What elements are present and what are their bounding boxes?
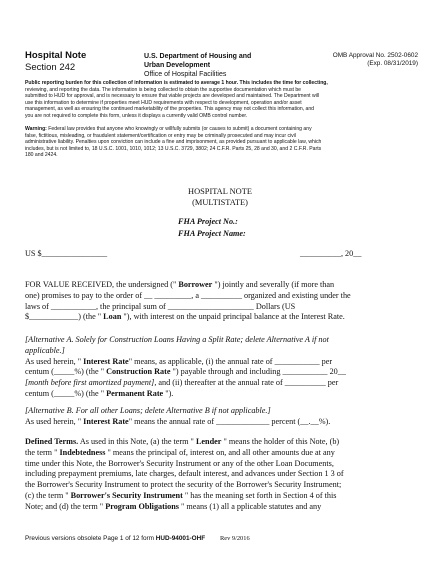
defined-term: Interest Rate <box>83 356 129 366</box>
paragraph-text: the Borrower's Security Instrument to protect the security of the Borrower's Security Instrument; <box>25 480 342 490</box>
defined-term: Program Obligations <box>105 501 179 511</box>
paragraph-text: " means the annual rate of _____________ percent (__.__%). <box>128 416 331 426</box>
text-line <box>25 106 328 113</box>
defined-term: Borrower's Security Instrument <box>70 490 183 500</box>
footer-form-number: HUD-94001-OHF <box>155 535 206 542</box>
text-line <box>25 133 321 140</box>
omb-expiration: (Exp. 08/31/2019) <box>367 60 418 67</box>
text-line <box>25 139 321 146</box>
agency-line-2: Urban Development <box>144 62 211 69</box>
defined-term: Loan <box>103 312 122 322</box>
text-line <box>25 93 328 100</box>
text-line <box>25 152 321 159</box>
paragraph-text: including prepayment premiums, late charges, default interest, and advances under Section 1 3 of <box>25 469 344 479</box>
paragraph-text: " means, as applicable, (i) the annual rate of ___________ per <box>128 356 333 366</box>
paragraph-line <box>25 357 346 368</box>
paragraph-line <box>25 280 351 291</box>
defined-term: Permanent Rate <box>106 388 164 398</box>
paragraph-text: " has the meaning set forth in Section 4 of this <box>182 490 337 500</box>
paragraph-text: centum (_____%) (the " <box>25 367 107 377</box>
paragraph-text: "), with interest on the unpaid principal balance at the Interest Rate. <box>121 312 345 322</box>
paragraph-text: As used in this Note, (a) the term " <box>78 437 196 446</box>
text-line-content: use this information to determine if properties meet HUD requirements with respect to development, operation and/or asset <box>25 99 302 106</box>
paragraph-line <box>25 417 330 428</box>
date-line: __________, 20__ <box>300 249 362 258</box>
paragraph-text: , and (ii) thereafter at the annual rate of __________ per <box>154 378 339 388</box>
text-line-content: Public reporting burden for this collection of information is estimated to average 1 hour. This includes the time for collecting, <box>25 80 328 86</box>
burden-statement <box>25 80 328 120</box>
paragraph-text: centum (_____%) (the " <box>25 388 107 398</box>
note-title <box>0 186 440 208</box>
form-title: Hospital Note <box>25 50 87 61</box>
text-line <box>25 126 321 133</box>
footer-of: of <box>123 535 133 542</box>
paragraph-line <box>25 502 344 513</box>
text-line-content: 180 and 2424. <box>25 152 58 159</box>
text-line-content: reviewing, and reporting the data. The information is being collected to obtain the supportive documentation which must be <box>25 86 301 93</box>
page-footer <box>25 535 205 542</box>
text-line <box>25 80 328 87</box>
italic-instruction: [Alternative B. For all other Loans; delete Alternative B if not applicable.] <box>25 406 271 415</box>
defined-term: Interest Rate <box>83 416 129 426</box>
fha-project-name-label: FHA Project Name: <box>178 229 246 238</box>
paragraph-line <box>25 346 346 357</box>
paragraph-line <box>25 459 344 470</box>
italic-instruction: applicable.] <box>25 345 65 355</box>
form-section: Section 242 <box>25 62 76 73</box>
paragraph-text: one) promises to pay to the order of __ _________, a __________ organized and existing under the <box>25 290 351 300</box>
warning-statement <box>25 126 321 159</box>
paragraph-text: As used herein, " <box>25 356 84 366</box>
paragraph-text: laws of ___________, the principal sum of _____________________ Dollars (US <box>25 301 296 311</box>
warning-label: Warning: <box>25 126 47 132</box>
paragraph-line <box>25 312 351 323</box>
text-line <box>25 113 328 120</box>
paragraph-text: ") payable through and including ___________ 20__ <box>170 367 346 377</box>
paragraph-text: (c) the term " <box>25 490 71 500</box>
paragraph-line <box>25 302 351 313</box>
text-line-content: false, fictitious, misleading, or fraudulent statement/certification or entry may be criminally prosecuted and may incur civil <box>25 132 296 139</box>
paragraph-line <box>25 291 351 302</box>
paragraph-text: Note; and (d) the term " <box>25 501 106 511</box>
paragraph-line <box>25 335 346 346</box>
italic-instruction: [month before first amortized payment] <box>25 378 155 388</box>
paragraph-line <box>25 469 344 480</box>
text-line-content: administrative liability. Penalties upon conviction can include a fine and imprisonment, as provided pursuant to applicable law, which <box>25 139 322 146</box>
footer-revision: Rev 9/2016 <box>220 535 250 542</box>
paragraph-line <box>25 491 344 502</box>
paragraph-line <box>25 389 346 400</box>
fha-project-no-label: FHA Project No.: <box>178 217 238 226</box>
paragraph-text: " means (1) all a pplicable statutes and any <box>178 501 322 511</box>
text-line-content: includes, but is not limited to, 18 U.S.C. 1001, 1010, 1012; 13 U.S.C. 3729, 3802; 24 C.F.R. Parts 25, 28 and 30, and 2 C.F.R. Parts <box>25 145 322 152</box>
text-line <box>25 87 328 94</box>
alternative-b-block <box>25 406 330 428</box>
defined-term: Defined Terms. <box>25 437 79 446</box>
defined-term: Indebtedness <box>59 447 106 457</box>
omb-approval: OMB Approval No. 2502-0602 <box>332 52 418 59</box>
paragraph-text: "). <box>163 388 174 398</box>
text-line-content: submitted to HUD for approval, and is necessary to ensure that viable projects are developed and maintained. The Department will <box>25 93 320 100</box>
footer-previous-versions: Previous versions obsolete Page <box>25 535 120 542</box>
paragraph-line <box>25 406 330 417</box>
paragraph-line <box>25 480 344 491</box>
defined-term: Borrower <box>178 280 213 289</box>
text-line-content: Federal law provides that anyone who knowingly or willfully submits (or causes to submit) a document containing any <box>46 126 312 132</box>
paragraph-text: time under this Note, the Borrower's Security Instrument or any of the other Loan Documents, <box>25 458 334 468</box>
paragraph-line <box>25 437 344 448</box>
paragraph-text: FOR VALUE RECEIVED, the undersigned (" <box>25 280 179 289</box>
loan-amount-line: US $________________ <box>25 249 108 258</box>
text-line <box>25 100 328 107</box>
office-name: Office of Hospital Facilities <box>144 71 227 78</box>
agency-name <box>144 52 251 70</box>
paragraph-text: $____________) (the " <box>25 312 104 322</box>
body-paragraph-value-received <box>25 280 351 323</box>
note-title-line: HOSPITAL NOTE <box>188 187 252 196</box>
footer-page-total: 12 <box>132 535 140 542</box>
paragraph-line <box>25 378 346 389</box>
text-line-content: you are not required to complete this form, unless it displays a currently valid OMB control number. <box>25 112 248 119</box>
italic-instruction: [Alternative A. Solely for Construction Loans Having a Split Rate; delete Alternative A if not <box>25 335 329 344</box>
footer-form-label: form <box>139 535 156 542</box>
defined-terms-paragraph <box>25 437 344 513</box>
paragraph-text: ") jointly and severally (if more than <box>212 280 335 289</box>
paragraph-text: the term " <box>25 447 60 457</box>
footer-page-number: 1 <box>119 535 124 542</box>
paragraph-line <box>25 367 346 378</box>
text-line-content: management, as well as ensuring the continued marketability of the properties. This agency may not collect this information, and <box>25 106 314 113</box>
paragraph-text: As used herein, " <box>25 416 84 426</box>
paragraph-line <box>25 448 344 459</box>
paragraph-text: " means the principal of, interest on, and all other amounts due at any <box>105 447 335 457</box>
text-line <box>25 146 321 153</box>
note-subtitle-line: (MULTISTATE) <box>192 198 248 207</box>
defined-term: Lender <box>195 437 222 446</box>
agency-line-1: U.S. Department of Housing and <box>144 53 252 60</box>
defined-term: Construction Rate <box>106 367 171 377</box>
paragraph-text: " means the holder of this Note, (b) <box>221 437 340 446</box>
alternative-a-block <box>25 335 346 400</box>
